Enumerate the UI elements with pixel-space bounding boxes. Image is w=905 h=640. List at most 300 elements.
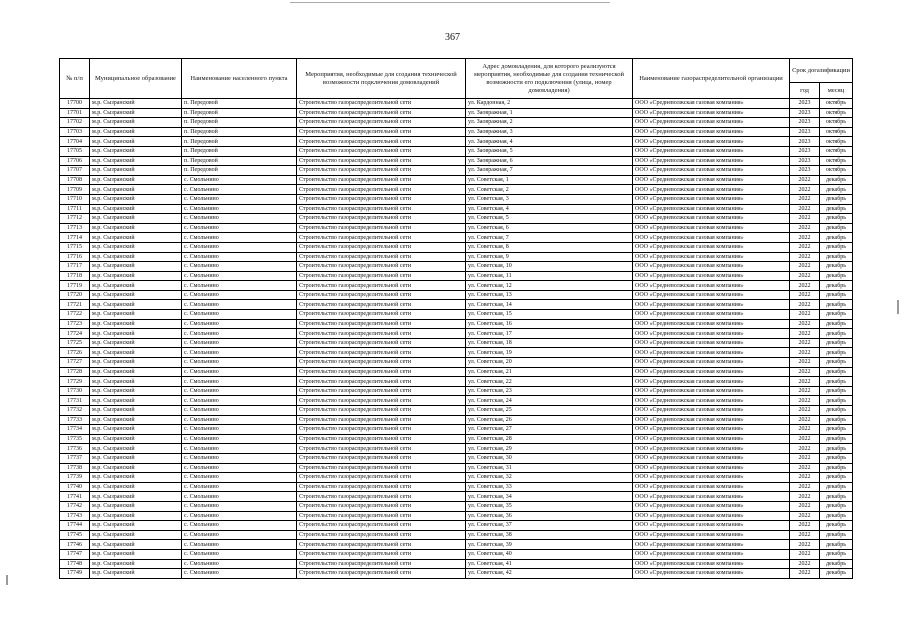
cell-address: ул. Советская, 24: [466, 396, 633, 406]
cell-month: декабрь: [820, 194, 853, 204]
cell-settlement: с. Смольнино: [182, 569, 297, 579]
cell-organization: ООО «Средневолжская газовая компания»: [633, 214, 790, 224]
cell-year: 2023: [790, 137, 820, 147]
cell-settlement: с. Смольнино: [182, 521, 297, 531]
cell-month: октябрь: [820, 156, 853, 166]
cell-num: 17713: [60, 223, 90, 233]
cell-month: октябрь: [820, 127, 853, 137]
cell-address: ул. Советская, 22: [466, 377, 633, 387]
cell-organization: ООО «Средневолжская газовая компания»: [633, 463, 790, 473]
scan-top-line: [290, 2, 610, 3]
cell-num: 17740: [60, 482, 90, 492]
cell-year: 2022: [790, 377, 820, 387]
cell-num: 17709: [60, 185, 90, 195]
cell-year: 2022: [790, 396, 820, 406]
cell-measure: Строительство газораспределительной сети: [297, 127, 466, 137]
cell-settlement: с. Смольнино: [182, 358, 297, 368]
cell-measure: Строительство газораспределительной сети: [297, 338, 466, 348]
cell-num: 17729: [60, 377, 90, 387]
cell-organization: ООО «Средневолжская газовая компания»: [633, 434, 790, 444]
cell-organization: ООО «Средневолжская газовая компания»: [633, 501, 790, 511]
cell-month: декабрь: [820, 233, 853, 243]
cell-year: 2022: [790, 482, 820, 492]
table-row: [60, 348, 853, 358]
cell-municipality: м.р. Сызранский: [90, 396, 182, 406]
cell-settlement: с. Смольнино: [182, 214, 297, 224]
cell-municipality: м.р. Сызранский: [90, 319, 182, 329]
table-row: [60, 511, 853, 521]
header-month: месяц: [820, 83, 853, 99]
cell-measure: Строительство газораспределительной сети: [297, 549, 466, 559]
cell-num: 17747: [60, 549, 90, 559]
cell-year: 2022: [790, 358, 820, 368]
cell-month: декабрь: [820, 329, 853, 339]
cell-organization: ООО «Средневолжская газовая компания»: [633, 569, 790, 579]
cell-settlement: п. Передовой: [182, 118, 297, 128]
cell-address: ул. Советская, 40: [466, 549, 633, 559]
cell-num: 17736: [60, 444, 90, 454]
cell-num: 17727: [60, 358, 90, 368]
cell-measure: Строительство газораспределительной сети: [297, 281, 466, 291]
cell-address: ул. Советская, 11: [466, 271, 633, 281]
cell-measure: Строительство газораспределительной сети: [297, 329, 466, 339]
cell-address: ул. Советская, 18: [466, 338, 633, 348]
cell-settlement: с. Смольнино: [182, 377, 297, 387]
table-row: [60, 501, 853, 511]
table-row: [60, 569, 853, 579]
scan-speck: [6, 575, 8, 585]
cell-month: декабрь: [820, 559, 853, 569]
cell-municipality: м.р. Сызранский: [90, 521, 182, 531]
cell-measure: Строительство газораспределительной сети: [297, 396, 466, 406]
cell-municipality: м.р. Сызранский: [90, 108, 182, 118]
cell-organization: ООО «Средневолжская газовая компания»: [633, 338, 790, 348]
cell-settlement: п. Передовой: [182, 156, 297, 166]
cell-organization: ООО «Средневолжская газовая компания»: [633, 194, 790, 204]
table-row: [60, 137, 853, 147]
cell-num: 17733: [60, 415, 90, 425]
cell-month: декабрь: [820, 185, 853, 195]
cell-num: 17726: [60, 348, 90, 358]
cell-month: декабрь: [820, 204, 853, 214]
cell-address: ул. Советская, 42: [466, 569, 633, 579]
cell-num: 17745: [60, 530, 90, 540]
cell-address: ул. Советская, 12: [466, 281, 633, 291]
cell-month: декабрь: [820, 377, 853, 387]
cell-address: ул. Советская, 36: [466, 511, 633, 521]
cell-month: декабрь: [820, 281, 853, 291]
cell-measure: Строительство газораспределительной сети: [297, 252, 466, 262]
cell-num: 17738: [60, 463, 90, 473]
cell-organization: ООО «Средневолжская газовая компания»: [633, 204, 790, 214]
cell-settlement: с. Смольнино: [182, 204, 297, 214]
cell-year: 2022: [790, 521, 820, 531]
cell-measure: Строительство газораспределительной сети: [297, 492, 466, 502]
cell-year: 2022: [790, 569, 820, 579]
cell-settlement: с. Смольнино: [182, 252, 297, 262]
cell-year: 2022: [790, 223, 820, 233]
cell-address: ул. Советская, 16: [466, 319, 633, 329]
cell-address: ул. Советская, 6: [466, 223, 633, 233]
cell-address: ул. Советская, 28: [466, 434, 633, 444]
table-row: [60, 453, 853, 463]
cell-address: ул. Советская, 17: [466, 329, 633, 339]
cell-organization: ООО «Средневолжская газовая компания»: [633, 175, 790, 185]
header-measures: Мероприятия, необходимые для создания технической возможности подключения домовладений: [297, 59, 466, 99]
cell-year: 2022: [790, 492, 820, 502]
table-row: [60, 156, 853, 166]
cell-year: 2022: [790, 242, 820, 252]
cell-municipality: м.р. Сызранский: [90, 252, 182, 262]
cell-municipality: м.р. Сызранский: [90, 348, 182, 358]
cell-settlement: с. Смольнино: [182, 185, 297, 195]
cell-month: декабрь: [820, 358, 853, 368]
cell-address: ул. Заовражная, 1: [466, 108, 633, 118]
cell-year: 2022: [790, 271, 820, 281]
cell-municipality: м.р. Сызранский: [90, 271, 182, 281]
cell-address: ул. Заовражная, 5: [466, 146, 633, 156]
cell-municipality: м.р. Сызранский: [90, 194, 182, 204]
cell-measure: Строительство газораспределительной сети: [297, 146, 466, 156]
cell-month: декабрь: [820, 396, 853, 406]
cell-organization: ООО «Средневолжская газовая компания»: [633, 425, 790, 435]
cell-year: 2022: [790, 501, 820, 511]
cell-month: декабрь: [820, 453, 853, 463]
cell-municipality: м.р. Сызранский: [90, 559, 182, 569]
table-row: [60, 290, 853, 300]
cell-measure: Строительство газораспределительной сети: [297, 223, 466, 233]
cell-settlement: с. Смольнино: [182, 444, 297, 454]
page-number: 367: [445, 32, 460, 43]
header-num: № п/п: [60, 59, 90, 99]
cell-month: декабрь: [820, 501, 853, 511]
table-row: [60, 310, 853, 320]
cell-municipality: м.р. Сызранский: [90, 473, 182, 483]
cell-year: 2022: [790, 540, 820, 550]
cell-settlement: с. Смольнино: [182, 396, 297, 406]
cell-num: 17710: [60, 194, 90, 204]
cell-measure: Строительство газораспределительной сети: [297, 406, 466, 416]
cell-month: октябрь: [820, 137, 853, 147]
cell-num: 17739: [60, 473, 90, 483]
cell-settlement: с. Смольнино: [182, 492, 297, 502]
cell-num: 17702: [60, 118, 90, 128]
cell-year: 2022: [790, 300, 820, 310]
cell-settlement: с. Смольнино: [182, 511, 297, 521]
cell-year: 2023: [790, 146, 820, 156]
table-row: [60, 204, 853, 214]
cell-month: декабрь: [820, 569, 853, 579]
cell-year: 2022: [790, 473, 820, 483]
cell-settlement: с. Смольнино: [182, 425, 297, 435]
cell-month: октябрь: [820, 146, 853, 156]
cell-address: ул. Заовражная, 2: [466, 118, 633, 128]
table-row: [60, 463, 853, 473]
cell-organization: ООО «Средневолжская газовая компания»: [633, 242, 790, 252]
cell-settlement: с. Смольнино: [182, 367, 297, 377]
cell-month: декабрь: [820, 463, 853, 473]
cell-measure: Строительство газораспределительной сети: [297, 540, 466, 550]
cell-address: ул. Советская, 30: [466, 453, 633, 463]
cell-year: 2022: [790, 338, 820, 348]
cell-municipality: м.р. Сызранский: [90, 262, 182, 272]
cell-month: декабрь: [820, 252, 853, 262]
cell-address: ул. Советская, 5: [466, 214, 633, 224]
cell-month: декабрь: [820, 338, 853, 348]
cell-measure: Строительство газораспределительной сети: [297, 290, 466, 300]
cell-month: декабрь: [820, 540, 853, 550]
cell-year: 2023: [790, 166, 820, 176]
table-row: [60, 262, 853, 272]
cell-organization: ООО «Средневолжская газовая компания»: [633, 386, 790, 396]
table-row: [60, 194, 853, 204]
cell-settlement: с. Смольнино: [182, 290, 297, 300]
cell-year: 2022: [790, 549, 820, 559]
cell-num: 17746: [60, 540, 90, 550]
cell-municipality: м.р. Сызранский: [90, 367, 182, 377]
table-row: [60, 252, 853, 262]
table-row: [60, 108, 853, 118]
table-row: [60, 319, 853, 329]
cell-measure: Строительство газораспределительной сети: [297, 99, 466, 109]
table-row: [60, 329, 853, 339]
header-organization: Наименование газораспределительной организации: [633, 59, 790, 99]
cell-municipality: м.р. Сызранский: [90, 310, 182, 320]
cell-address: ул. Заовражная, 6: [466, 156, 633, 166]
cell-num: 17705: [60, 146, 90, 156]
cell-num: 17704: [60, 137, 90, 147]
cell-settlement: с. Смольнино: [182, 501, 297, 511]
cell-settlement: с. Смольнино: [182, 540, 297, 550]
cell-num: 17720: [60, 290, 90, 300]
cell-address: ул. Советская, 23: [466, 386, 633, 396]
cell-month: декабрь: [820, 473, 853, 483]
cell-organization: ООО «Средневолжская газовая компания»: [633, 358, 790, 368]
table-row: [60, 549, 853, 559]
cell-settlement: с. Смольнино: [182, 310, 297, 320]
cell-municipality: м.р. Сызранский: [90, 338, 182, 348]
cell-address: ул. Советская, 10: [466, 262, 633, 272]
cell-organization: ООО «Средневолжская газовая компания»: [633, 146, 790, 156]
cell-municipality: м.р. Сызранский: [90, 290, 182, 300]
cell-month: декабрь: [820, 444, 853, 454]
cell-settlement: с. Смольнино: [182, 194, 297, 204]
cell-address: ул. Советская, 8: [466, 242, 633, 252]
cell-municipality: м.р. Сызранский: [90, 444, 182, 454]
cell-organization: ООО «Средневолжская газовая компания»: [633, 137, 790, 147]
cell-num: 17742: [60, 501, 90, 511]
cell-settlement: с. Смольнино: [182, 338, 297, 348]
cell-num: 17714: [60, 233, 90, 243]
cell-month: декабрь: [820, 223, 853, 233]
cell-year: 2022: [790, 185, 820, 195]
cell-address: ул. Советская, 13: [466, 290, 633, 300]
table-row: [60, 530, 853, 540]
cell-measure: Строительство газораспределительной сети: [297, 569, 466, 579]
cell-municipality: м.р. Сызранский: [90, 463, 182, 473]
cell-settlement: с. Смольнино: [182, 415, 297, 425]
cell-municipality: м.р. Сызранский: [90, 233, 182, 243]
cell-address: ул. Советская, 27: [466, 425, 633, 435]
cell-municipality: м.р. Сызранский: [90, 223, 182, 233]
cell-measure: Строительство газораспределительной сети: [297, 453, 466, 463]
cell-month: декабрь: [820, 319, 853, 329]
cell-measure: Строительство газораспределительной сети: [297, 530, 466, 540]
cell-settlement: п. Передовой: [182, 108, 297, 118]
cell-municipality: м.р. Сызранский: [90, 281, 182, 291]
cell-organization: ООО «Средневолжская газовая компания»: [633, 252, 790, 262]
cell-organization: ООО «Средневолжская газовая компания»: [633, 396, 790, 406]
cell-measure: Строительство газораспределительной сети: [297, 559, 466, 569]
cell-settlement: с. Смольнино: [182, 242, 297, 252]
cell-settlement: с. Смольнино: [182, 559, 297, 569]
cell-measure: Строительство газораспределительной сети: [297, 300, 466, 310]
scan-speck: [897, 300, 899, 314]
table-row: [60, 521, 853, 531]
cell-num: 17716: [60, 252, 90, 262]
cell-num: 17721: [60, 300, 90, 310]
cell-settlement: с. Смольнино: [182, 271, 297, 281]
table-row: [60, 396, 853, 406]
table-row: [60, 559, 853, 569]
table-row: [60, 367, 853, 377]
cell-num: 17741: [60, 492, 90, 502]
cell-municipality: м.р. Сызранский: [90, 377, 182, 387]
cell-address: ул. Заовражная, 4: [466, 137, 633, 147]
cell-municipality: м.р. Сызранский: [90, 425, 182, 435]
table-row: [60, 271, 853, 281]
cell-num: 17732: [60, 406, 90, 416]
table-row: [60, 300, 853, 310]
cell-municipality: м.р. Сызранский: [90, 204, 182, 214]
cell-year: 2022: [790, 415, 820, 425]
cell-organization: ООО «Средневолжская газовая компания»: [633, 310, 790, 320]
cell-organization: ООО «Средневолжская газовая компания»: [633, 377, 790, 387]
cell-year: 2023: [790, 118, 820, 128]
table-row: [60, 540, 853, 550]
cell-month: декабрь: [820, 214, 853, 224]
cell-settlement: с. Смольнино: [182, 453, 297, 463]
cell-settlement: п. Передовой: [182, 99, 297, 109]
cell-year: 2022: [790, 559, 820, 569]
table-row: [60, 377, 853, 387]
cell-year: 2022: [790, 530, 820, 540]
cell-municipality: м.р. Сызранский: [90, 386, 182, 396]
cell-organization: ООО «Средневолжская газовая компания»: [633, 549, 790, 559]
cell-settlement: с. Смольнино: [182, 386, 297, 396]
table-row: [60, 146, 853, 156]
cell-settlement: с. Смольнино: [182, 549, 297, 559]
cell-municipality: м.р. Сызранский: [90, 185, 182, 195]
header-settlement: Наименование населенного пункта: [182, 59, 297, 99]
table-row: [60, 242, 853, 252]
cell-settlement: с. Смольнино: [182, 233, 297, 243]
cell-measure: Строительство газораспределительной сети: [297, 358, 466, 368]
cell-settlement: п. Передовой: [182, 146, 297, 156]
cell-municipality: м.р. Сызранский: [90, 492, 182, 502]
cell-settlement: с. Смольнино: [182, 473, 297, 483]
cell-measure: Строительство газораспределительной сети: [297, 377, 466, 387]
cell-settlement: с. Смольнино: [182, 281, 297, 291]
cell-organization: ООО «Средневолжская газовая компания»: [633, 348, 790, 358]
cell-measure: Строительство газораспределительной сети: [297, 194, 466, 204]
cell-address: ул. Советская, 39: [466, 540, 633, 550]
cell-month: декабрь: [820, 406, 853, 416]
cell-measure: Строительство газораспределительной сети: [297, 108, 466, 118]
cell-settlement: с. Смольнино: [182, 406, 297, 416]
cell-organization: ООО «Средневолжская газовая компания»: [633, 300, 790, 310]
cell-month: декабрь: [820, 521, 853, 531]
header-year: год: [790, 83, 820, 99]
table-row: [60, 185, 853, 195]
cell-month: декабрь: [820, 549, 853, 559]
cell-measure: Строительство газораспределительной сети: [297, 367, 466, 377]
cell-num: 17735: [60, 434, 90, 444]
cell-address: ул. Советская, 41: [466, 559, 633, 569]
cell-address: ул. Советская, 34: [466, 492, 633, 502]
cell-year: 2022: [790, 329, 820, 339]
cell-year: 2022: [790, 463, 820, 473]
cell-municipality: м.р. Сызранский: [90, 300, 182, 310]
table-row: [60, 99, 853, 109]
cell-month: декабрь: [820, 300, 853, 310]
cell-organization: ООО «Средневолжская газовая компания»: [633, 271, 790, 281]
cell-organization: ООО «Средневолжская газовая компания»: [633, 367, 790, 377]
table-row: [60, 223, 853, 233]
cell-num: 17749: [60, 569, 90, 579]
cell-year: 2022: [790, 194, 820, 204]
cell-address: ул. Советская, 33: [466, 482, 633, 492]
cell-measure: Строительство газораспределительной сети: [297, 271, 466, 281]
cell-year: 2023: [790, 156, 820, 166]
cell-month: декабрь: [820, 492, 853, 502]
cell-year: 2022: [790, 290, 820, 300]
cell-municipality: м.р. Сызранский: [90, 242, 182, 252]
cell-measure: Строительство газораспределительной сети: [297, 137, 466, 147]
cell-measure: Строительство газораспределительной сети: [297, 386, 466, 396]
cell-settlement: п. Передовой: [182, 127, 297, 137]
cell-measure: Строительство газораспределительной сети: [297, 511, 466, 521]
table-row: [60, 444, 853, 454]
cell-month: декабрь: [820, 175, 853, 185]
cell-municipality: м.р. Сызранский: [90, 453, 182, 463]
cell-organization: ООО «Средневолжская газовая компания»: [633, 453, 790, 463]
cell-organization: ООО «Средневолжская газовая компания»: [633, 492, 790, 502]
cell-organization: ООО «Средневолжская газовая компания»: [633, 482, 790, 492]
cell-municipality: м.р. Сызранский: [90, 99, 182, 109]
cell-organization: ООО «Средневолжская газовая компания»: [633, 156, 790, 166]
cell-address: ул. Советская, 29: [466, 444, 633, 454]
cell-num: 17734: [60, 425, 90, 435]
table-row: [60, 415, 853, 425]
cell-municipality: м.р. Сызранский: [90, 511, 182, 521]
cell-month: декабрь: [820, 290, 853, 300]
table-row: [60, 127, 853, 137]
cell-measure: Строительство газораспределительной сети: [297, 166, 466, 176]
cell-address: ул. Заовражная, 7: [466, 166, 633, 176]
cell-municipality: м.р. Сызранский: [90, 175, 182, 185]
cell-organization: ООО «Средневолжская газовая компания»: [633, 511, 790, 521]
cell-month: декабрь: [820, 348, 853, 358]
cell-num: 17707: [60, 166, 90, 176]
cell-month: октябрь: [820, 108, 853, 118]
cell-measure: Строительство газораспределительной сети: [297, 242, 466, 252]
cell-year: 2023: [790, 108, 820, 118]
cell-address: ул. Советская, 20: [466, 358, 633, 368]
cell-measure: Строительство газораспределительной сети: [297, 444, 466, 454]
cell-settlement: с. Смольнино: [182, 329, 297, 339]
table-body: [60, 99, 853, 579]
